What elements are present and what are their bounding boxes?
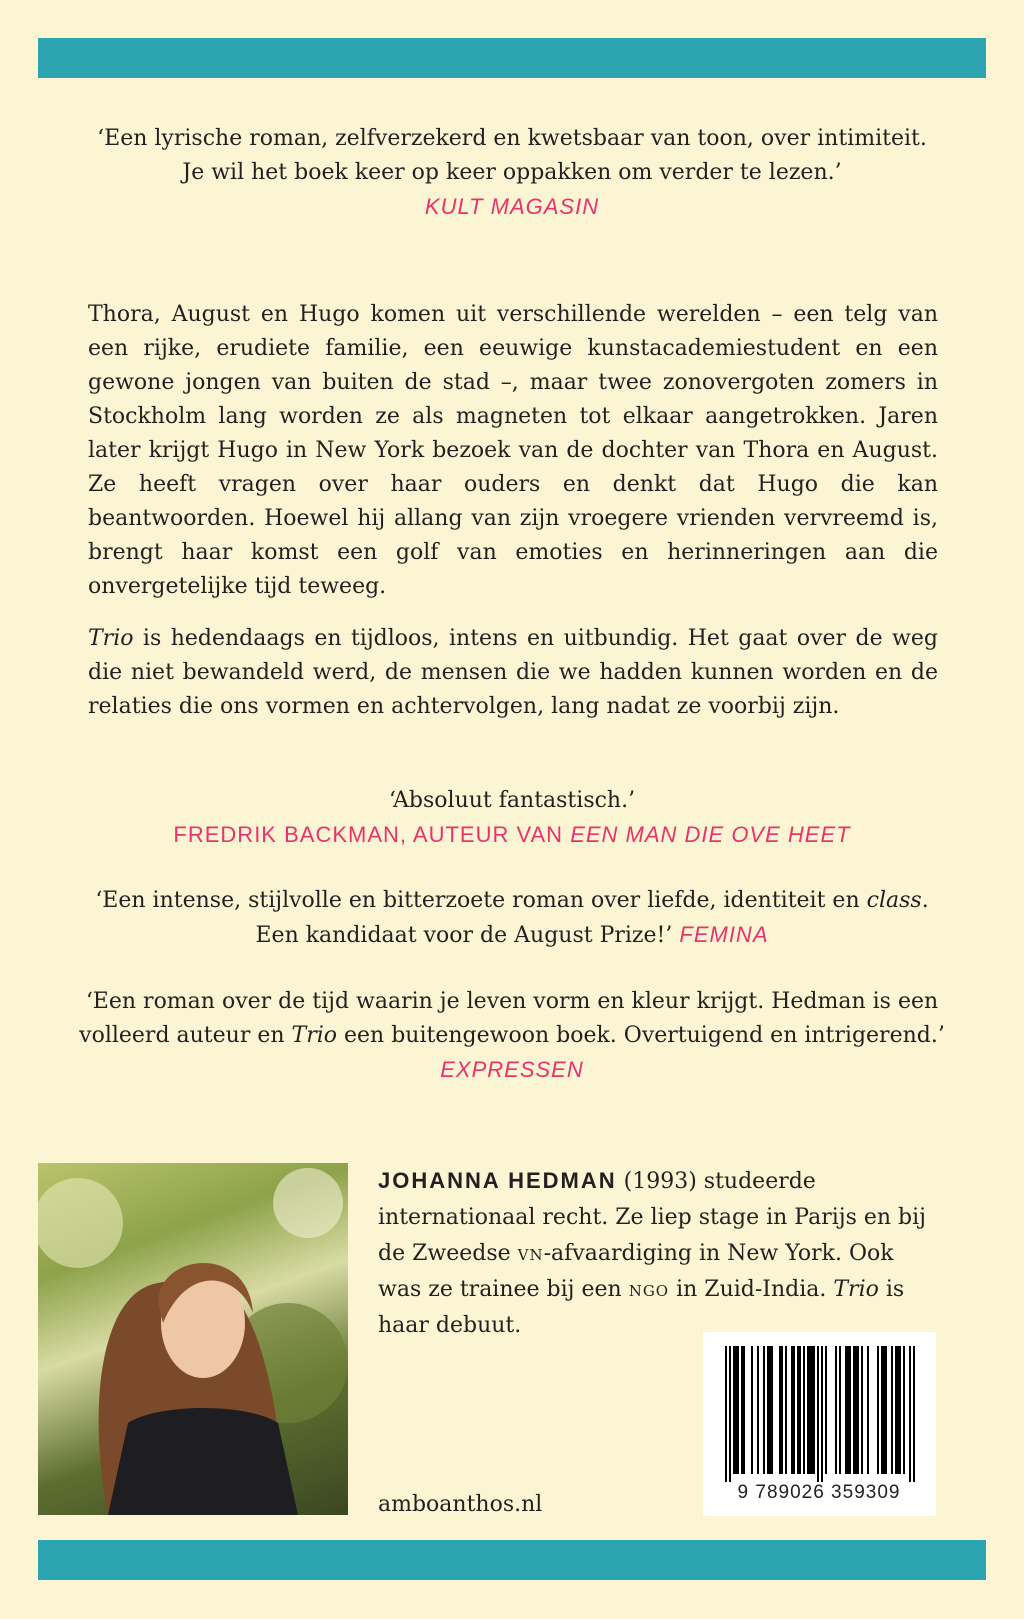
quote-expressen	[60, 985, 964, 1087]
barcode-bar	[845, 1346, 847, 1474]
quote-line: ‘Absoluut fantastisch.’	[388, 788, 636, 813]
quote-femina	[60, 884, 964, 953]
barcode-bar	[793, 1346, 795, 1474]
barcode-bar	[811, 1346, 813, 1474]
barcode-bar	[895, 1346, 897, 1474]
barcode-bar	[835, 1346, 837, 1474]
barcode-bar	[885, 1346, 887, 1474]
blurb-text: is hedendaags en tijdloos, intens en uitbundig. Het gaat over de weg die niet bewandeld werd, de mensen die we hadden kunnen worden en de relaties die ons vormen en achtervolgen, lang nadat ze voorbij zijn.	[88, 626, 938, 719]
barcode-bar	[813, 1346, 815, 1474]
quote-source: KULT MAGASIN	[424, 194, 600, 219]
quote-source: FREDRIK BACKMAN, AUTEUR VAN EEN MAN DIE OVE HEET	[173, 822, 851, 847]
barcode-bar	[743, 1346, 745, 1474]
barcode-bar	[797, 1346, 799, 1474]
barcode-bar	[781, 1346, 783, 1474]
barcode-bar	[763, 1346, 765, 1474]
author-portrait-illustration	[38, 1163, 348, 1515]
barcode-bar	[849, 1346, 851, 1474]
barcode-bar	[857, 1346, 859, 1474]
barcode-bar	[785, 1346, 787, 1474]
author-photo	[38, 1163, 348, 1515]
bottom-color-band	[38, 1540, 986, 1580]
barcode-bar	[867, 1346, 869, 1474]
barcode-bar	[799, 1346, 801, 1474]
barcode-bar	[735, 1346, 737, 1474]
barcode-bar	[881, 1346, 883, 1474]
barcode-bar	[861, 1346, 863, 1474]
author-name: JOHANNA HEDMAN	[378, 1168, 617, 1193]
barcode-bar	[751, 1346, 753, 1474]
barcode-bar	[899, 1346, 901, 1474]
blurb	[88, 298, 938, 724]
barcode-bar	[897, 1346, 899, 1474]
barcode-bar	[877, 1346, 879, 1474]
barcode-bar	[803, 1346, 805, 1474]
barcode-bar	[853, 1346, 855, 1474]
isbn-number: 9 789026 359309	[737, 1482, 901, 1503]
barcode-bar	[733, 1346, 735, 1474]
quote-line: volleerd auteur en Trio een buitengewoon boek. Overtuigend en intrigerend.’	[79, 1023, 945, 1048]
barcode-bar	[891, 1346, 893, 1474]
barcode-bar	[757, 1346, 759, 1474]
quote-source: FEMINA	[679, 922, 769, 947]
barcode-bar	[725, 1346, 727, 1482]
quote-line: Een kandidaat voor de August Prize!’	[255, 923, 680, 948]
barcode-bar	[779, 1346, 781, 1474]
barcode-bar	[913, 1346, 915, 1482]
barcode-bar	[883, 1346, 885, 1474]
quote-backman	[60, 784, 964, 853]
author-year: (1993)	[616, 1169, 697, 1194]
publisher-website: amboanthos.nl	[378, 1492, 543, 1517]
barcode-bar	[825, 1346, 827, 1474]
barcode-bar	[791, 1346, 793, 1474]
quote-line: ‘Een roman over de tijd waarin je leven vorm en kleur krijgt. Hedman is een	[85, 989, 939, 1014]
barcode-bar	[769, 1346, 771, 1474]
barcode-bar	[807, 1346, 809, 1474]
quote-kult-magasin	[60, 122, 964, 224]
barcode-bar	[809, 1346, 811, 1474]
barcode-bar	[729, 1346, 731, 1482]
barcode-bar	[855, 1346, 857, 1474]
quote-line: ‘Een lyrische roman, zelfverzekerd en kwetsbaar van toon, over intimiteit.	[97, 126, 927, 151]
barcode-bar	[909, 1346, 911, 1482]
barcode-bars	[703, 1332, 936, 1482]
blurb-paragraph: Thora, August en Hugo komen uit verschillende werelden – een telg van een rijke, erudiete familie, een eeuwige kunstacademiestudent en een gewone jongen van buiten de stad –, maar twee zonovergoten zomers in Stockholm lang worden ze als magneten tot elkaar aangetrokken. Jaren later krijgt Hugo in New York bezoek van de dochter van Thora en August. Ze heeft vragen over haar ouders en denkt dat Hugo die kan beantwoorden. Hoewel hij allang van zijn vroegere vrienden vervreemd is, brengt haar komst een golf van emoties en herinneringen aan die onvergetelijke tijd teweeg.	[88, 302, 938, 599]
author-bio: JOHANNA HEDMAN (1993) studeerde internationaal recht. Ze liep stage in Parijs en bij de Zweedse vn-afvaardiging in New York. Ook was ze trainee bij een ngo in Zuid-India. Trio is haar debuut.	[378, 1168, 926, 1338]
barcode-bar	[817, 1346, 819, 1482]
barcode-bar	[847, 1346, 849, 1474]
barcode-bar	[821, 1346, 823, 1482]
top-color-band	[38, 38, 986, 78]
barcode-bar	[839, 1346, 841, 1474]
barcode-bar	[771, 1346, 773, 1474]
book-title: Trio	[88, 626, 134, 651]
barcode	[703, 1332, 936, 1516]
blurb-paragraph	[88, 622, 938, 724]
quote-source: EXPRESSEN	[440, 1057, 584, 1082]
barcode-bar	[767, 1346, 769, 1474]
barcode-bar	[903, 1346, 905, 1474]
barcode-bar	[741, 1346, 743, 1474]
barcode-bar	[737, 1346, 739, 1474]
quote-line: ‘Een intense, stijlvolle en bitterzoete roman over liefde, identiteit en class.	[95, 888, 929, 913]
quote-line: Je wil het boek keer op keer oppakken om verder te lezen.’	[182, 160, 842, 185]
